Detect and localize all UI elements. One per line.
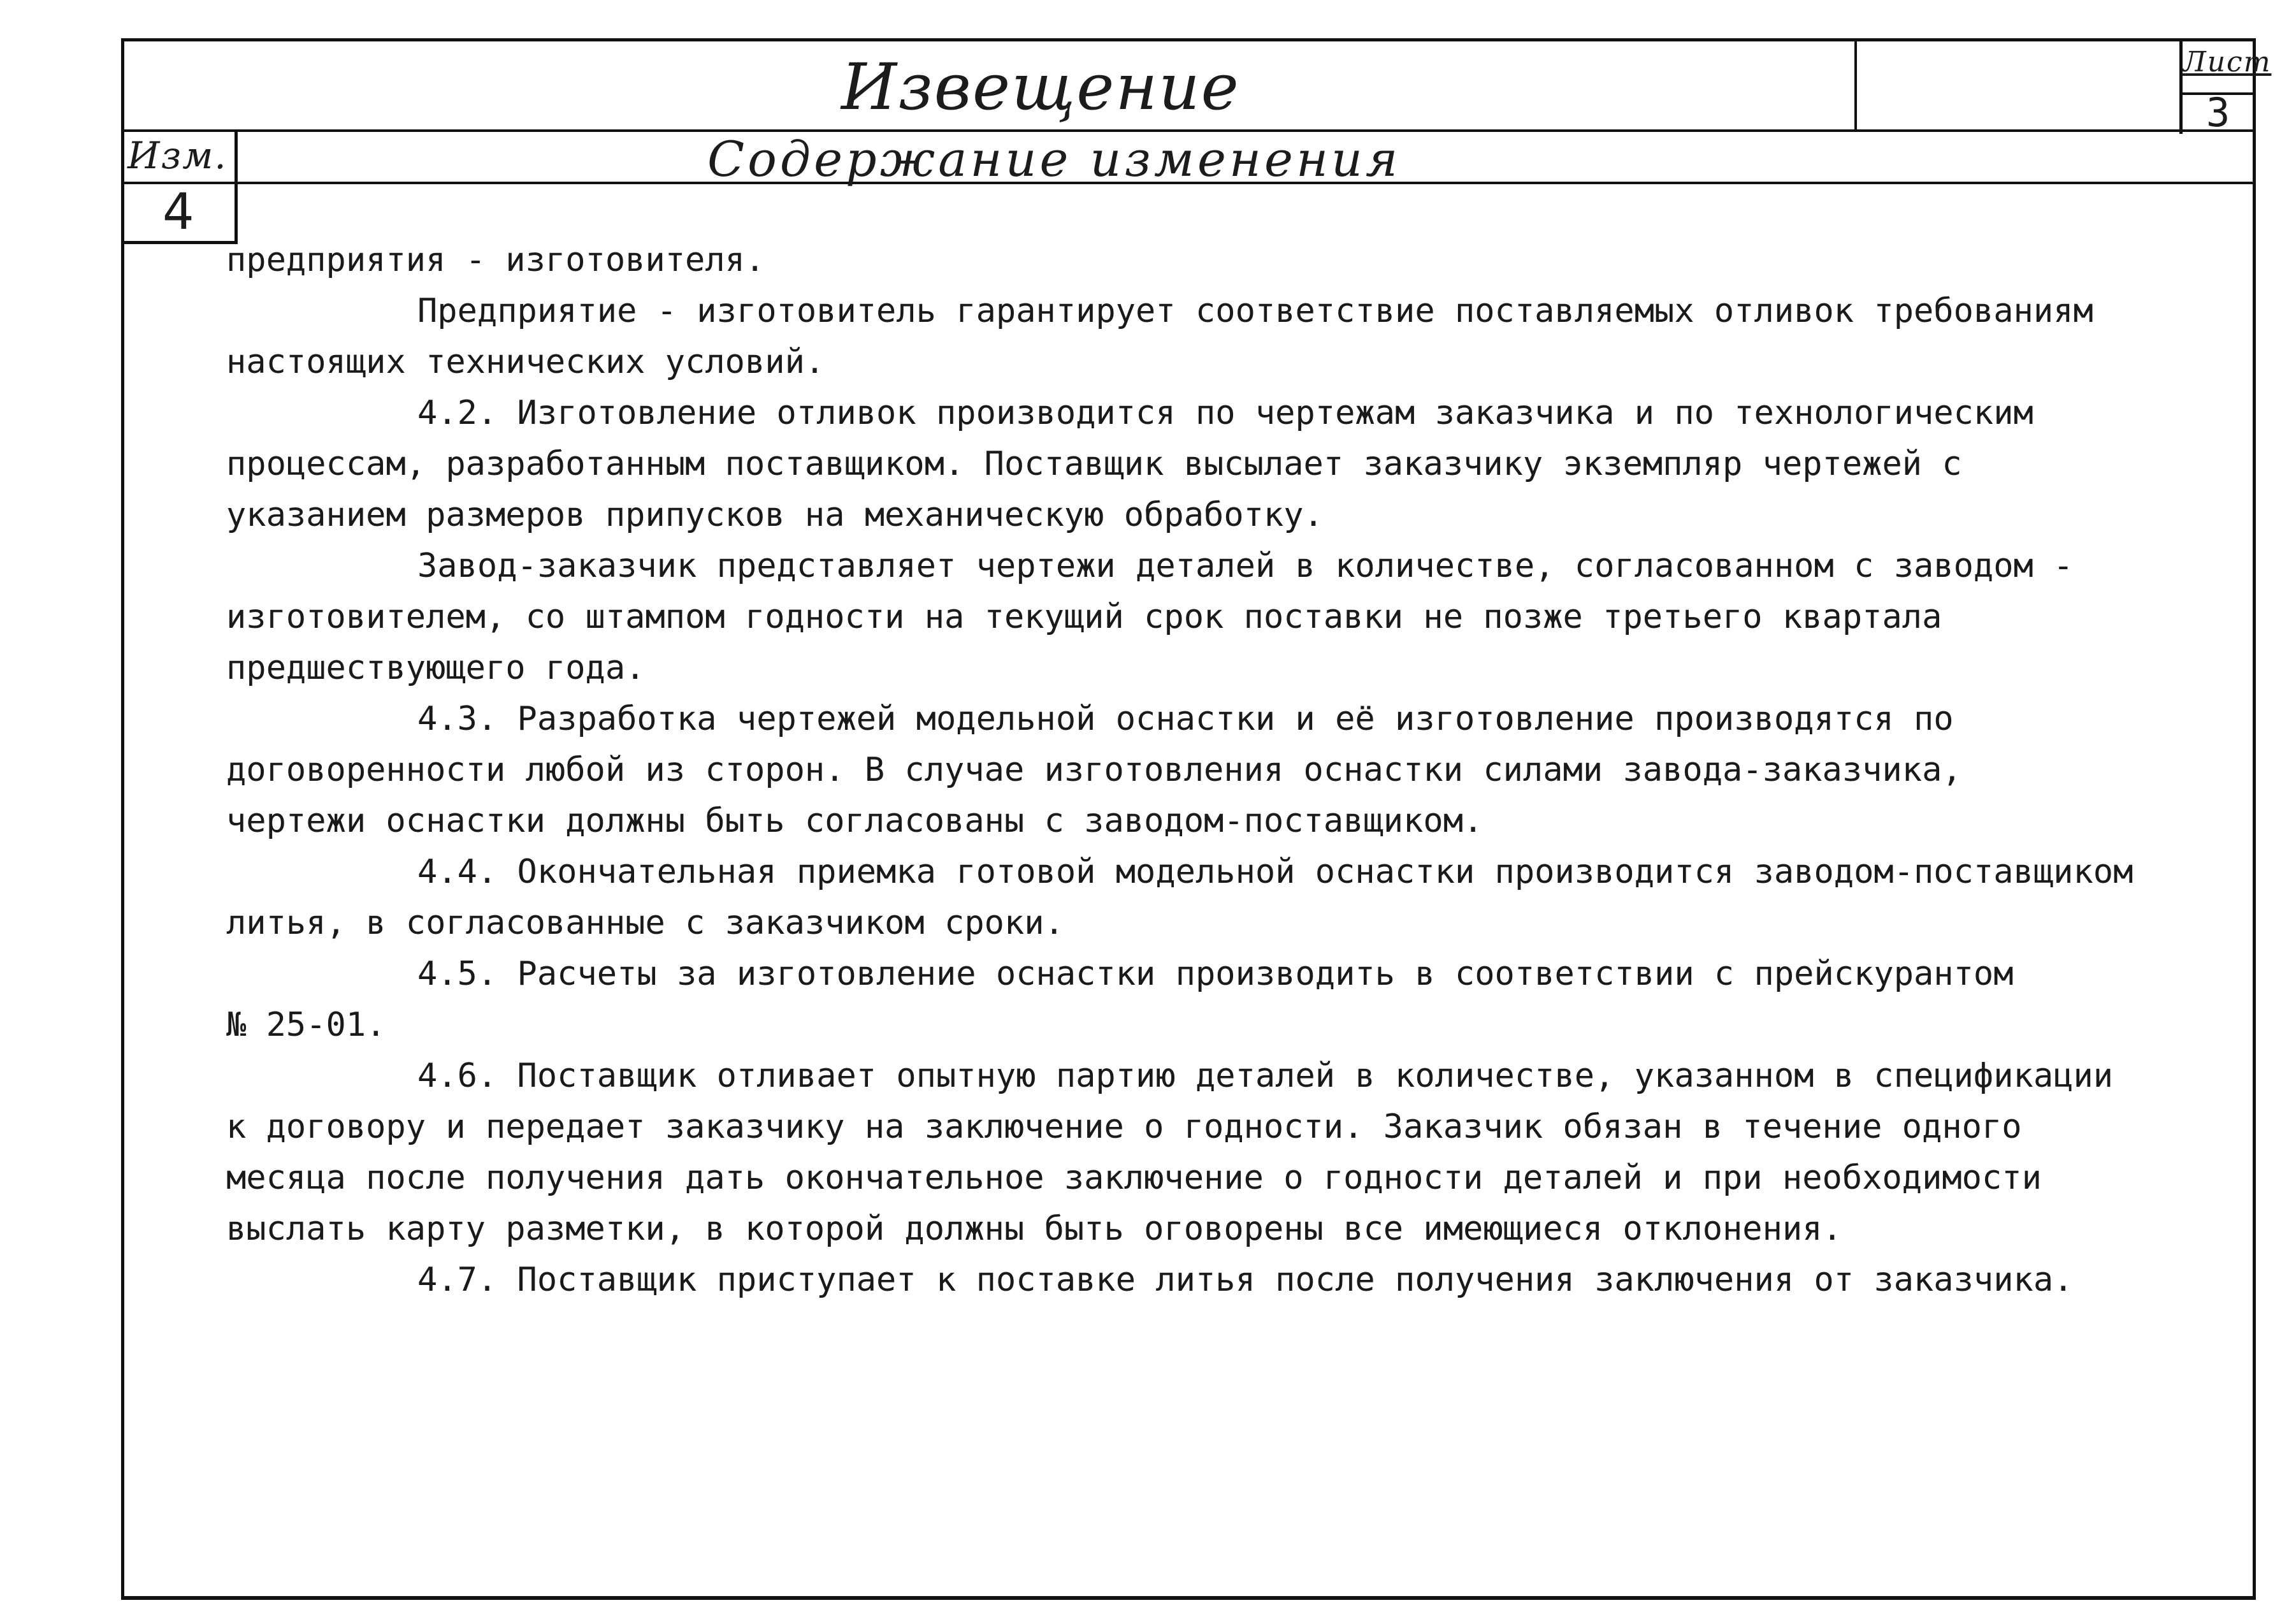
body-line: процессам, разработанным поставщиком. Поставщик высылает заказчику экземпляр чертежей с	[226, 445, 1962, 483]
body-line: Предприятие - изготовитель гарантирует соответствие поставляемых отливок требованиям	[417, 292, 2093, 330]
change-col-divider	[235, 131, 238, 244]
body-line: № 25-01.	[226, 1006, 386, 1044]
body-line: настоящих технических условий.	[226, 343, 825, 381]
sheet-number: 3	[2206, 89, 2232, 136]
body-line: договоренности любой из сторон. В случае изготовления оснастки силами завода-заказчика,	[226, 751, 1962, 789]
body-line: 4.3. Разработка чертежей модельной оснастки и её изготовление производятся по	[417, 700, 1954, 738]
body-line: 4.2. Изготовление отливок производится по чертежам заказчика и по технологическим	[417, 394, 2033, 432]
document-body	[226, 235, 2202, 1305]
body-line: чертежи оснастки должны быть согласованы с заводом-поставщиком.	[226, 802, 1484, 840]
body-line: месяца после получения дать окончательное заключение о годности деталей и при необходимости	[226, 1159, 2042, 1197]
body-line: указанием размеров припусков на механическую обработку.	[226, 496, 1324, 534]
body-line: 4.7. Поставщик приступает к поставке литья после получения заключения от заказчика.	[417, 1261, 2074, 1299]
body-line: 4.5. Расчеты за изготовление оснастки производить в соответствии с прейскурантом	[417, 955, 2014, 993]
body-line: к договору и передает заказчику на заключение о годности. Заказчик обязан в течение одного	[226, 1108, 2022, 1146]
change-column-label: Изм.	[127, 134, 227, 177]
body-line: выслать карту разметки, в которой должны быть оговорены все имеющиеся отклонения.	[226, 1210, 1842, 1248]
body-line: предприятия - изготовителя.	[226, 241, 765, 279]
change-number: 4	[162, 184, 196, 241]
body-line: Завод-заказчик представляет чертежи деталей в количестве, согласованном с заводом -	[417, 547, 2074, 585]
body-line: 4.4. Окончательная приемка готовой модельной оснастки производится заводом-поставщиком	[417, 853, 2134, 891]
title-cell-divider	[1854, 38, 1857, 131]
body-line: предшествующего года.	[226, 649, 646, 687]
change-cell-bottom-line	[121, 241, 237, 244]
sheet-label: Лист	[2183, 46, 2272, 78]
notice-title: Извещение	[841, 50, 1240, 124]
body-line: 4.6. Поставщик отливает опытную партию деталей в количестве, указанном в спецификации	[417, 1057, 2114, 1095]
content-column-label: Содержание изменения	[707, 131, 1401, 187]
body-line: литья, в согласованные с заказчиком сроки.	[226, 904, 1064, 942]
body-line: изготовителем, со штампом годности на текущий срок поставки не позже третьего квартала	[226, 598, 1942, 636]
